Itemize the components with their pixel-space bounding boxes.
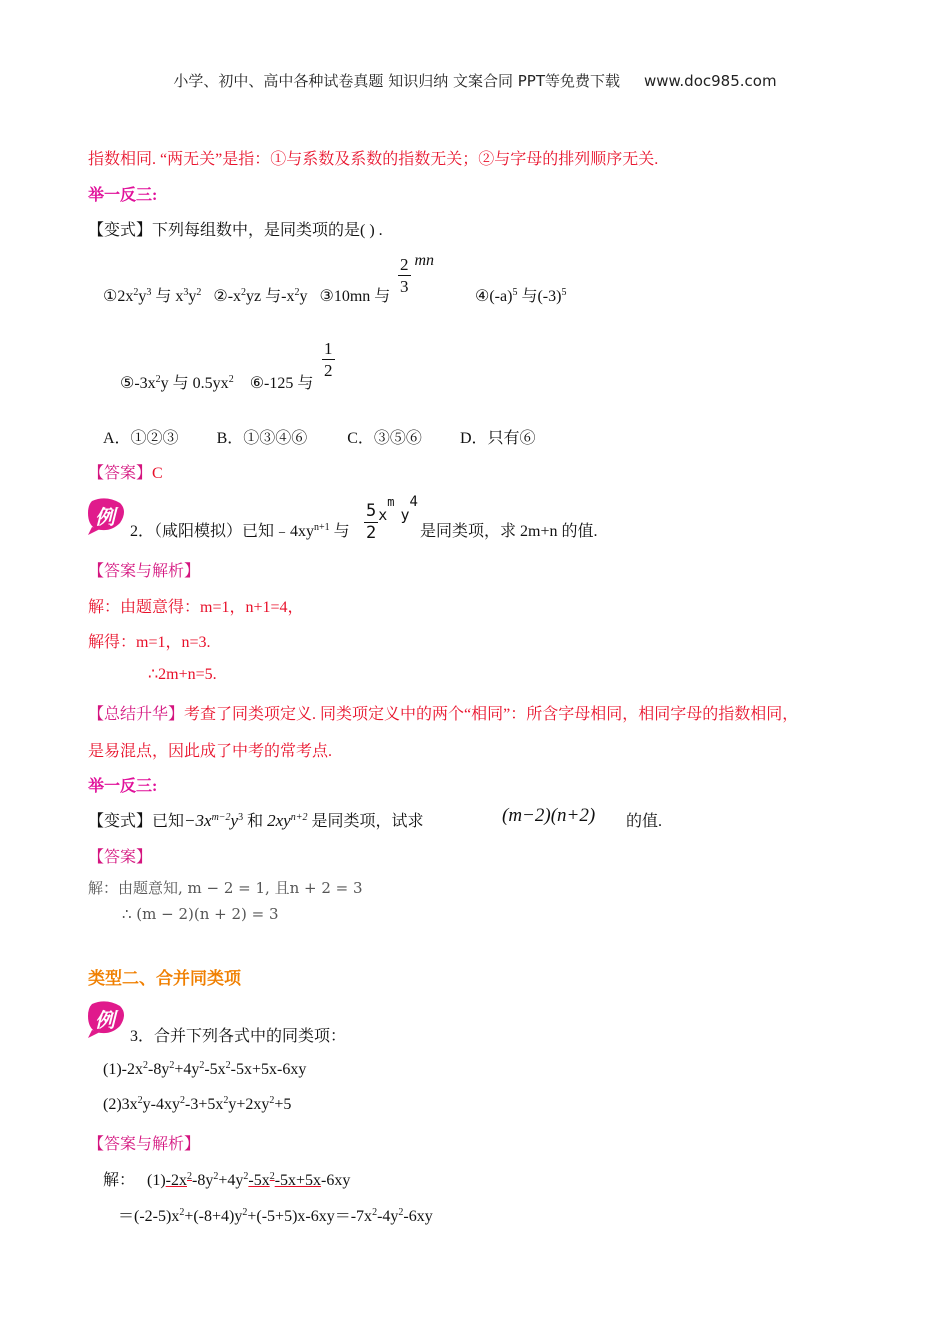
intro-line: 指数相同. “两无关”是指：①与系数及系数的指数无关；②与字母的排列顺序无关. <box>88 151 659 168</box>
item1-d: y <box>188 288 197 305</box>
example3-num: 3． <box>130 1028 155 1045</box>
fraction-bar <box>398 275 411 276</box>
example2-sol2: 解得：m=1，n=3. <box>88 634 211 651</box>
example3-sol1 <box>103 1167 350 1190</box>
section2-ans2: ∴ (m − 2)(n + 2) = 3 <box>122 905 279 923</box>
variant2-expr3: (m−2)(n+2) <box>502 805 596 826</box>
p2-a: (2)3x <box>103 1096 138 1113</box>
sol2-b: +(-8+4)y <box>184 1208 243 1225</box>
item1-b: y <box>138 288 147 305</box>
sol-term3: +4y <box>218 1172 244 1189</box>
item4-exp: 5 <box>512 287 518 298</box>
sol2-exp: 2 <box>179 1207 185 1218</box>
variant2-y: y <box>230 811 239 830</box>
variant2-exp3: 3 <box>238 812 244 823</box>
item4-b: 与(-3) <box>517 288 562 305</box>
header-site[interactable]: www.doc985.com <box>643 72 777 90</box>
p2-d: y+2xy <box>228 1096 270 1113</box>
sol-term1: -2x <box>165 1172 187 1189</box>
p1-e: -5x+5x-6xy <box>230 1061 307 1078</box>
practice-label-2: 举一反三: <box>88 778 158 795</box>
item4-exp: 5 <box>561 287 567 298</box>
variant2-exp1: m−2 <box>211 812 231 823</box>
sol-term6: +5x <box>296 1172 322 1189</box>
variant2-expr2: 2xy <box>267 811 291 830</box>
sol2-c: +(-5+5)x-6xy＝-7x <box>247 1208 373 1225</box>
item5-a: ⑤-3x <box>120 375 156 392</box>
page-header <box>0 70 950 91</box>
p2-exp: 2 <box>269 1095 275 1106</box>
sol2-e: -6xy <box>403 1208 433 1225</box>
sol2-a: ＝(-2-5)x <box>118 1208 180 1225</box>
section2-answer-tag: 【答案】 <box>88 849 153 866</box>
sol-term2: -8y <box>192 1172 214 1189</box>
example2-exp: n+1 <box>314 522 330 533</box>
items-row-1 <box>103 283 390 306</box>
item2-exp: 2 <box>294 287 300 298</box>
sol-exp: 2 <box>243 1171 249 1182</box>
item1-a: ①2x <box>103 288 134 305</box>
p1-c: +4y <box>174 1061 200 1078</box>
sol-a: (1) <box>147 1172 166 1189</box>
sol-exp: 2 <box>213 1171 219 1182</box>
example3-badge-icon <box>86 1000 128 1038</box>
item2-c: y <box>299 288 308 305</box>
p2-e: +5 <box>274 1096 292 1113</box>
example2-question <box>130 518 350 541</box>
item1-exp: 3 <box>146 287 152 298</box>
variant-question-1 <box>88 217 383 240</box>
sol-exp: 2 <box>187 1171 192 1182</box>
item1-exp: 2 <box>196 287 202 298</box>
p1-b: -8y <box>147 1061 170 1078</box>
p1-exp: 2 <box>142 1060 148 1071</box>
fraction-denominator: 3 <box>400 276 409 296</box>
choice-d[interactable]: D．只有⑥ <box>459 430 536 447</box>
example2-frac <box>364 500 378 543</box>
item5-exp: 2 <box>228 374 234 385</box>
frac-var-m: m <box>387 495 395 509</box>
fraction-denominator: 2 <box>324 361 333 380</box>
example2-mid: 与 <box>329 523 350 540</box>
item1-exp: 3 <box>183 287 189 298</box>
example2-tail: 是同类项，求 2m+n 的值. <box>420 523 598 540</box>
example3-badge-text: 例 <box>95 1010 115 1032</box>
sol-term7: -6xy <box>321 1172 351 1189</box>
p2-exp: 2 <box>137 1095 143 1106</box>
choice-a[interactable]: A．①②③ <box>103 430 179 447</box>
example2-sol1: 解：由题意得：m=1，n+1=4， <box>88 599 304 616</box>
fraction-var: mn <box>414 252 435 269</box>
p2-exp: 2 <box>179 1095 185 1106</box>
example3-question-text: 合并下列各式中的同类项： <box>154 1028 347 1045</box>
variant2-q-b: 是同类项，试求 <box>307 813 424 830</box>
example2-sol3: ∴2m+n=5. <box>148 666 217 683</box>
example3-sol2 <box>118 1203 433 1226</box>
sol-term4: -5x <box>248 1172 270 1189</box>
p1-exp: 2 <box>199 1060 205 1071</box>
variant-tag: 【变式】 <box>88 222 153 239</box>
variant-question-text: 下列每组数中，是同类项的是( ) . <box>152 222 383 239</box>
example3-part1 <box>103 1061 306 1079</box>
choice-b[interactable]: B．①③④⑥ <box>216 430 308 447</box>
summary-line-1 <box>88 701 798 724</box>
p1-d: -5x <box>204 1061 226 1078</box>
choice-c[interactable]: C．③⑤⑥ <box>347 430 422 447</box>
variant2-q-a: 已知 <box>152 813 185 830</box>
fraction-1-2 <box>322 340 335 379</box>
item3: ③10mn 与 <box>319 288 391 305</box>
sol-exp: 2 <box>269 1171 275 1182</box>
fraction-denominator: 2 <box>366 522 377 543</box>
p2-exp: 2 <box>223 1095 229 1106</box>
p2-b: y-4xy <box>142 1096 180 1113</box>
example2-answer-tag: 【答案与解析】 <box>88 563 201 580</box>
item4-a: ④(-a) <box>475 288 513 305</box>
sol2-exp: 2 <box>372 1207 378 1218</box>
practice-label-1: 举一反三: <box>88 187 158 204</box>
example2-source: （咸阳模拟）已知﹣4xy <box>154 523 315 540</box>
summary-tag: 【总结升华】 <box>88 706 185 723</box>
frac-var-4: 4 <box>409 494 418 510</box>
variant2-q-c: 的值. <box>626 813 663 830</box>
p2-c: -3+5x <box>184 1096 224 1113</box>
item2-b: yz 与-x <box>246 288 295 305</box>
fraction-bar <box>322 359 335 360</box>
example3-part2 <box>103 1096 291 1114</box>
fraction-numerator: 5 <box>366 500 377 521</box>
variant2-expr1: −3x <box>184 811 212 830</box>
p1-a: (1)-2x <box>103 1061 143 1078</box>
summary-line-2: 是易混点，因此成了中考的常考点. <box>88 743 333 760</box>
answer-1 <box>88 460 163 483</box>
frac-var-x: x <box>378 506 388 524</box>
section2-ans1: 解：由题意知, m − 2 = 1, 且n + 2 = 3 <box>88 879 363 897</box>
choices-row <box>103 425 536 448</box>
fraction-1-2-inner <box>322 340 335 379</box>
answer-tag: 【答案】 <box>88 465 153 482</box>
example-badge-text: 例 <box>95 507 115 529</box>
sol2-exp: 2 <box>398 1207 404 1218</box>
p1-exp: 2 <box>225 1060 231 1071</box>
summary-text-1: 考查了同类项定义. 同类项定义中的两个“相同”：所含字母相同，相同字母的指数相同， <box>184 706 799 723</box>
type2-heading: 类型二、合并同类项 <box>88 969 241 988</box>
frac-var-y: y <box>400 506 410 524</box>
item1-c: 与 x <box>151 288 184 305</box>
header-title: 小学、初中、高中各种试卷真题 知识归纳 文案合同 PPT等免费下载 <box>173 72 620 90</box>
answer-value: C <box>152 465 163 482</box>
example2-fraction <box>364 494 418 542</box>
variant2-exp2: n+2 <box>290 812 308 823</box>
example-badge-icon <box>86 497 128 535</box>
fraction-2-3-mn <box>398 252 434 295</box>
variant-question-2 <box>88 808 423 831</box>
example2-num: 2． <box>130 523 155 540</box>
p1-exp: 2 <box>169 1060 175 1071</box>
item2-exp: 2 <box>241 287 247 298</box>
variant2-and: 和 <box>243 813 268 830</box>
item5-exp: 2 <box>155 374 161 385</box>
variant-tag-2: 【变式】 <box>88 813 153 830</box>
items-row-2 <box>120 370 313 393</box>
fraction-numerator: 2 <box>400 254 409 274</box>
fraction-2-3 <box>398 256 411 295</box>
sol-term5: -5x <box>274 1172 297 1189</box>
sol2-d: -4y <box>377 1208 399 1225</box>
item6: ⑥-125 与 <box>249 375 314 392</box>
example3-question <box>130 1023 346 1046</box>
item4 <box>475 283 566 306</box>
item5-b: y 与 0.5yx <box>160 375 229 392</box>
item2-a: ②-x <box>213 288 242 305</box>
sol2-exp: 2 <box>242 1207 248 1218</box>
sol-label: 解： <box>103 1172 136 1189</box>
example3-answer-tag: 【答案与解析】 <box>88 1136 201 1153</box>
item1-exp: 2 <box>133 287 139 298</box>
fraction-numerator: 1 <box>324 339 333 358</box>
